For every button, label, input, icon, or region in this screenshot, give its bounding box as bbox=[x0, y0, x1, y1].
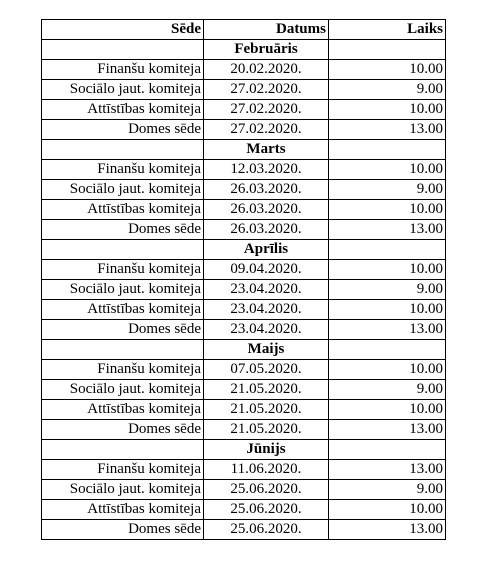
meeting-time: 10.00 bbox=[329, 360, 446, 380]
table-row bbox=[42, 500, 446, 520]
meeting-name: Sociālo jaut. komiteja bbox=[42, 180, 204, 200]
meeting-name: Sociālo jaut. komiteja bbox=[42, 380, 204, 400]
meeting-date: 25.06.2020. bbox=[204, 520, 329, 540]
meeting-date: 09.04.2020. bbox=[204, 260, 329, 280]
month-blank-cell bbox=[329, 440, 446, 460]
meeting-date: 27.02.2020. bbox=[204, 100, 329, 120]
meeting-name: Finanšu komiteja bbox=[42, 160, 204, 180]
meeting-date: 26.03.2020. bbox=[204, 220, 329, 240]
meeting-date: 21.05.2020. bbox=[204, 400, 329, 420]
meeting-date: 23.04.2020. bbox=[204, 280, 329, 300]
month-row bbox=[42, 440, 446, 460]
table-row bbox=[42, 400, 446, 420]
meeting-time: 9.00 bbox=[329, 480, 446, 500]
meeting-date: 20.02.2020. bbox=[204, 60, 329, 80]
meeting-date: 12.03.2020. bbox=[204, 160, 329, 180]
meeting-name: Attīstības komiteja bbox=[42, 500, 204, 520]
meeting-date: 26.03.2020. bbox=[204, 200, 329, 220]
meeting-time: 13.00 bbox=[329, 220, 446, 240]
table-row bbox=[42, 260, 446, 280]
meeting-name: Domes sēde bbox=[42, 520, 204, 540]
meeting-name: Domes sēde bbox=[42, 320, 204, 340]
meeting-name: Sociālo jaut. komiteja bbox=[42, 280, 204, 300]
table-row bbox=[42, 80, 446, 100]
meeting-date: 21.05.2020. bbox=[204, 380, 329, 400]
table-row bbox=[42, 160, 446, 180]
meeting-time: 9.00 bbox=[329, 80, 446, 100]
month-name: Februāris bbox=[204, 40, 329, 60]
meeting-name: Finanšu komiteja bbox=[42, 60, 204, 80]
meeting-time: 13.00 bbox=[329, 120, 446, 140]
table-row bbox=[42, 60, 446, 80]
meeting-schedule-table bbox=[41, 19, 446, 540]
table-row bbox=[42, 280, 446, 300]
month-name: Jūnijs bbox=[204, 440, 329, 460]
meeting-time: 13.00 bbox=[329, 520, 446, 540]
meeting-date: 23.04.2020. bbox=[204, 320, 329, 340]
meeting-name: Attīstības komiteja bbox=[42, 300, 204, 320]
month-blank-cell bbox=[42, 340, 204, 360]
meeting-name: Sociālo jaut. komiteja bbox=[42, 80, 204, 100]
month-blank-cell bbox=[329, 340, 446, 360]
meeting-name: Finanšu komiteja bbox=[42, 260, 204, 280]
meeting-time: 10.00 bbox=[329, 60, 446, 80]
meeting-name: Finanšu komiteja bbox=[42, 460, 204, 480]
month-name: Aprīlis bbox=[204, 240, 329, 260]
table-row bbox=[42, 120, 446, 140]
table-header-row bbox=[42, 20, 446, 40]
meeting-name: Attīstības komiteja bbox=[42, 400, 204, 420]
table-row bbox=[42, 520, 446, 540]
table-row bbox=[42, 180, 446, 200]
meeting-time: 13.00 bbox=[329, 320, 446, 340]
table-row bbox=[42, 360, 446, 380]
table-row bbox=[42, 200, 446, 220]
meeting-date: 25.06.2020. bbox=[204, 480, 329, 500]
month-blank-cell bbox=[42, 140, 204, 160]
meeting-time: 10.00 bbox=[329, 500, 446, 520]
meeting-time: 10.00 bbox=[329, 260, 446, 280]
meeting-name: Finanšu komiteja bbox=[42, 360, 204, 380]
meeting-date: 26.03.2020. bbox=[204, 180, 329, 200]
table-row bbox=[42, 300, 446, 320]
month-name: Marts bbox=[204, 140, 329, 160]
meeting-date: 21.05.2020. bbox=[204, 420, 329, 440]
meeting-time: 9.00 bbox=[329, 280, 446, 300]
meeting-date: 07.05.2020. bbox=[204, 360, 329, 380]
meeting-time: 10.00 bbox=[329, 100, 446, 120]
month-blank-cell bbox=[42, 440, 204, 460]
header-laiks: Laiks bbox=[329, 20, 446, 40]
month-name: Maijs bbox=[204, 340, 329, 360]
meeting-date: 27.02.2020. bbox=[204, 80, 329, 100]
meeting-date: 23.04.2020. bbox=[204, 300, 329, 320]
meeting-date: 27.02.2020. bbox=[204, 120, 329, 140]
month-blank-cell bbox=[329, 140, 446, 160]
meeting-time: 10.00 bbox=[329, 160, 446, 180]
meeting-time: 13.00 bbox=[329, 420, 446, 440]
month-blank-cell bbox=[329, 240, 446, 260]
header-sede: Sēde bbox=[42, 20, 204, 40]
meeting-name: Domes sēde bbox=[42, 120, 204, 140]
month-blank-cell bbox=[42, 40, 204, 60]
meeting-time: 10.00 bbox=[329, 200, 446, 220]
table-row bbox=[42, 420, 446, 440]
table-row bbox=[42, 320, 446, 340]
meeting-time: 10.00 bbox=[329, 400, 446, 420]
meeting-date: 11.06.2020. bbox=[204, 460, 329, 480]
header-datums: Datums bbox=[204, 20, 329, 40]
table-row bbox=[42, 480, 446, 500]
meeting-date: 25.06.2020. bbox=[204, 500, 329, 520]
month-row bbox=[42, 140, 446, 160]
table-body bbox=[42, 40, 446, 540]
meeting-name: Attīstības komiteja bbox=[42, 100, 204, 120]
table-row bbox=[42, 460, 446, 480]
month-blank-cell bbox=[329, 40, 446, 60]
month-blank-cell bbox=[42, 240, 204, 260]
meeting-name: Domes sēde bbox=[42, 420, 204, 440]
meeting-time: 9.00 bbox=[329, 380, 446, 400]
meeting-name: Domes sēde bbox=[42, 220, 204, 240]
month-row bbox=[42, 40, 446, 60]
meeting-time: 9.00 bbox=[329, 180, 446, 200]
meeting-time: 13.00 bbox=[329, 460, 446, 480]
meeting-time: 10.00 bbox=[329, 300, 446, 320]
month-row bbox=[42, 240, 446, 260]
meeting-name: Attīstības komiteja bbox=[42, 200, 204, 220]
table-row bbox=[42, 220, 446, 240]
meeting-name: Sociālo jaut. komiteja bbox=[42, 480, 204, 500]
table-row bbox=[42, 100, 446, 120]
table-row bbox=[42, 380, 446, 400]
month-row bbox=[42, 340, 446, 360]
